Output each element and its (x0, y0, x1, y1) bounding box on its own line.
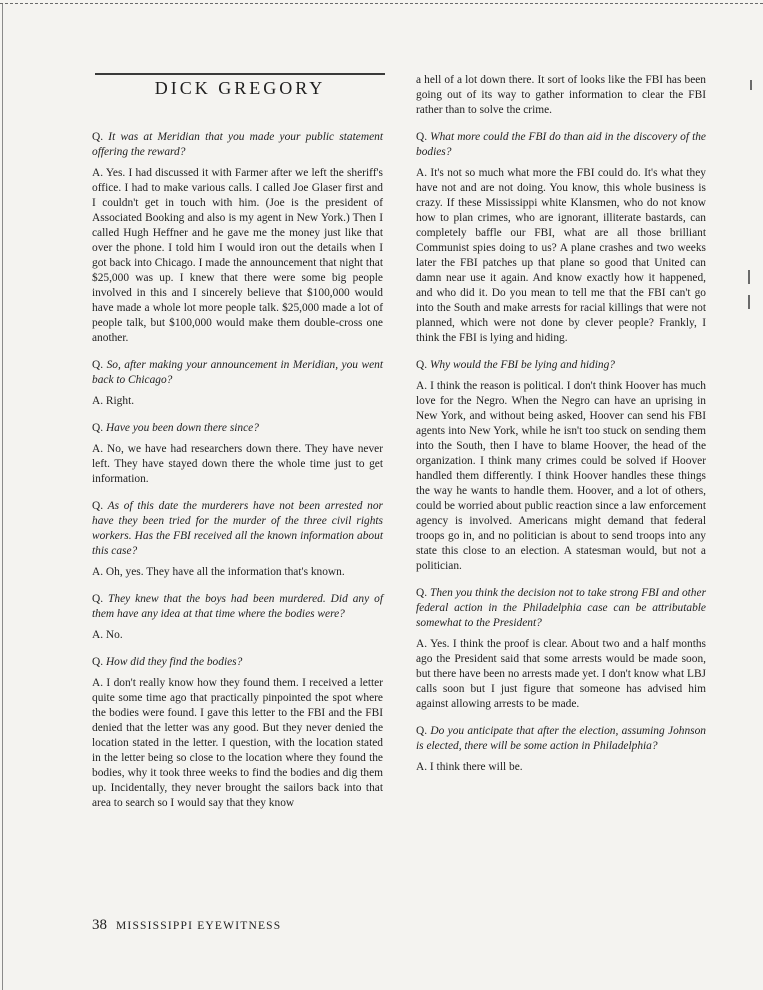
interview-question (416, 358, 706, 373)
question-text: They knew that the boys had been murdered. Did any of them have any idea at that time where the bodies were? (92, 593, 383, 620)
article-title: DICK GREGORY (154, 78, 326, 98)
scan-mark (748, 295, 750, 309)
publication-name: MISSISSIPPI EYEWITNESS (116, 920, 282, 932)
interview-answer: A. It's not so much what more the FBI could do. It's what they have not and are not doing. You know, this whole business is crazy. If these Mississippi white Klansmen, who do not know how to plan crimes, who are ignorant, illiterate bastards, can completely baffle our FBI, what are all those brilliant Communist spies doing to us? A plane crashes and two weeks later the FBI patches up that plane so good that United can damn near use it again. And know exactly how it happened, and who did it. Do you mean to tell me that the FBI can't go into the South and make arrests for racial killings that were not planned, which were not done by clever people? Frankly, I think the FBI is lying and hiding. (416, 167, 706, 344)
interview-answer: A. No, we have had researchers down there. They have never left. They have stayed down there the whole time just to get information. (92, 443, 383, 485)
question-text: How did they find the bodies? (105, 656, 243, 668)
question-prefix: Q. (92, 593, 104, 605)
question-text: Then you think the decision not to take strong FBI and other federal action in the Philadelphia case can be attributable somewhat to the President? (416, 587, 706, 629)
question-text: What more could the FBI do than aid in the discovery of the bodies? (416, 131, 706, 158)
interview-question (92, 130, 383, 160)
scan-left-border (2, 4, 3, 990)
question-prefix: Q. (92, 359, 104, 371)
interview-question (92, 499, 383, 559)
question-prefix: Q. (416, 725, 428, 737)
page-footer (92, 917, 281, 934)
interview-question (92, 421, 383, 436)
question-prefix: Q. (92, 500, 104, 512)
interview-answer: A. Yes. I had discussed it with Farmer after we left the sheriff's office. I had to make various calls. I called Joe Glaser first and I couldn't get in touch with him. (Joe is the president of Associated Booking and also is my agent in New York.) Then I called Hugh Heffner and he gave me the money just like that over the phone. I told him I would iron out the details when I got back into Chicago. I made the announcement that night that $25,000 was up. I knew that there were some big people involved in this and I sincerely believe that $100,000 would have made a whole lot more people talk. $25,000 made a lot of people talk, but $100,000 would make them double-cross one another. (92, 167, 383, 344)
interview-question (92, 358, 383, 388)
question-prefix: Q. (416, 131, 428, 143)
interview-question (416, 724, 706, 754)
right-column (416, 73, 706, 787)
interview-answer: A. Yes. I think the proof is clear. About two and a half months ago the President said that some arrests would be made soon, but there have been no arrests made yet. I don't know what LBJ calls soon but I just figure that someone has advised him against allowing arrests to be made. (416, 638, 706, 710)
question-text: Do you anticipate that after the election, assuming Johnson is elected, there will be some action in Philadelphia? (416, 725, 706, 752)
scan-mark (748, 270, 750, 284)
scan-top-border (0, 3, 763, 4)
question-prefix: Q. (416, 587, 428, 599)
interview-answer: A. Right. (92, 395, 135, 407)
interview-answer: A. Oh, yes. They have all the information that's known. (92, 566, 345, 578)
question-text: Have you been down there since? (105, 422, 259, 434)
title-rule (95, 73, 385, 75)
question-text: Why would the FBI be lying and hiding? (429, 359, 616, 371)
interview-question (92, 592, 383, 622)
question-prefix: Q. (92, 131, 104, 143)
interview-question (416, 130, 706, 160)
interview-question (92, 655, 383, 670)
question-prefix: Q. (416, 359, 428, 371)
interview-question (416, 586, 706, 631)
scan-mark (750, 80, 752, 90)
page-number: 38 (92, 917, 107, 933)
interview-answer: A. I think the reason is political. I don't think Hoover has much love for the Negro. When the Negro can have an uprising in New York, and without being asked, Hoover can send his FBI agents into New York, while he isn't too stuck on sending them into the South, then I have to blame Hoover, the head of the organization. I think many crimes could be solved if Hoover handled them differently. I think Hoover handles these things the way he wants to handle them. Hoover, and a lot of others, could be worried about public reaction since a law enforcement agency is involved. Americans might demand that federal troops go in, and no politician is about to send troops into any state this close to an election. A statesman would, but not a politician. (416, 380, 706, 572)
interview-answer: a hell of a lot down there. It sort of looks like the FBI has been going out of its way to gather information to clear the FBI rather than to solve the crime. (416, 74, 706, 116)
question-prefix: Q. (92, 656, 104, 668)
interview-answer: A. I think there will be. (416, 761, 523, 773)
left-column (92, 130, 383, 823)
question-prefix: Q. (92, 422, 104, 434)
interview-answer: A. I don't really know how they found them. I received a letter quite some time ago that practically pinpointed the spot where the bodies were found. I gave this letter to the FBI and the FBI denied that the letter was any good. But they never denied the location stated in the letter. I question, with the location stated in the letter being so close to the location where they found the bodies, why it took three weeks to find the bodies and dig them up. Incidentally, they never brought the sailors back into that area to search so I would say that they know (92, 677, 383, 809)
interview-answer: A. No. (92, 629, 123, 641)
question-text: It was at Meridian that you made your public statement offering the reward? (92, 131, 383, 158)
question-text: So, after making your announcement in Meridian, you went back to Chicago? (92, 359, 383, 386)
question-text: As of this date the murderers have not been arrested nor have they been tried for the murder of the three civil rights workers. Has the FBI received all the known information about this case? (92, 500, 383, 557)
